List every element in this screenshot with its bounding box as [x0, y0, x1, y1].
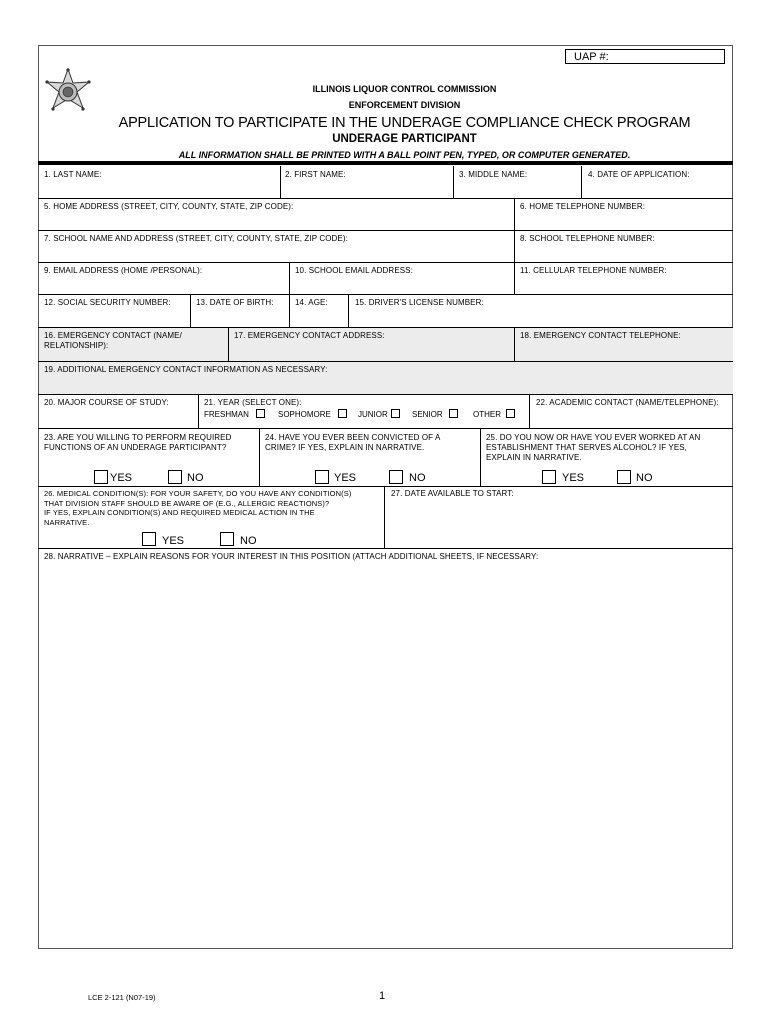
year-option-freshman: FRESHMAN: [204, 410, 249, 419]
other-checkbox[interactable]: [506, 409, 515, 418]
drivers-license-label: 15. DRIVER'S LICENSE NUMBER:: [355, 298, 484, 307]
col-divider: [259, 428, 260, 486]
worked-alcohol-label: 25. DO YOU NOW OR HAVE YOU EVER WORKED AT AN ESTABLISHMENT THAT SERVES ALCOHOL? IF YES, EXPLAIN IN NARRATIVE.: [486, 433, 701, 462]
col-divider: [280, 166, 281, 198]
col-divider: [529, 394, 530, 428]
col-divider: [289, 262, 290, 294]
junior-checkbox[interactable]: [391, 409, 400, 418]
additional-emergency-label: 19. ADDITIONAL EMERGENCY CONTACT INFORMATION AS NECESSARY:: [44, 365, 328, 374]
home-address-label: 5. HOME ADDRESS (STREET, CITY, COUNTY, STATE, ZIP CODE):: [44, 202, 294, 211]
col-divider: [514, 327, 515, 361]
q23-yes-label: YES: [110, 472, 133, 484]
col-divider: [198, 394, 199, 428]
major-course-label: 20. MAJOR COURSE OF STUDY:: [44, 398, 169, 407]
q24-no-label: NO: [409, 472, 426, 484]
row-divider: [38, 428, 733, 429]
col-divider: [190, 294, 191, 327]
row-divider: [38, 548, 733, 549]
narrative-textarea[interactable]: [40, 564, 730, 946]
last-name-label: 1. LAST NAME:: [44, 170, 102, 179]
year-option-other: OTHER: [473, 410, 501, 419]
date-available-label: 27. DATE AVAILABLE TO START:: [391, 489, 514, 498]
q24-yes-label: YES: [334, 472, 357, 484]
year-option-sophomore: SOPHOMORE: [278, 410, 331, 419]
emergency-telephone-label: 18. EMERGENCY CONTACT TELEPHONE:: [520, 331, 681, 340]
row-divider: [38, 327, 733, 328]
middle-name-label: 3. MIDDLE NAME:: [459, 170, 528, 179]
emergency-contact-label: 16. EMERGENCY CONTACT (NAME/ RELATIONSHIP):: [44, 331, 182, 350]
email-address-label: 9. EMAIL ADDRESS (HOME /PERSONAL):: [44, 266, 203, 275]
school-telephone-label: 8. SCHOOL TELEPHONE NUMBER:: [520, 234, 655, 243]
col-divider: [514, 198, 515, 294]
row-divider: [38, 486, 733, 487]
instruction-text: ALL INFORMATION SHALL BE PRINTED WITH A BALL POINT PEN, TYPED, OR COMPUTER GENERATED.: [178, 150, 631, 160]
cellular-telephone-label: 11. CELLULAR TELEPHONE NUMBER:: [520, 266, 667, 275]
q25-no-checkbox[interactable]: [617, 470, 631, 484]
q24-yes-checkbox[interactable]: [315, 470, 329, 484]
senior-checkbox[interactable]: [449, 409, 458, 418]
school-address-label: 7. SCHOOL NAME AND ADDRESS (STREET, CITY, COUNTY, STATE, ZIP CODE):: [44, 234, 348, 243]
year-option-junior: JUNIOR: [358, 410, 388, 419]
col-divider: [480, 428, 481, 486]
year-option-senior: SENIOR: [412, 410, 443, 419]
col-divider: [289, 294, 290, 327]
row-divider: [38, 361, 733, 362]
first-name-label: 2. FIRST NAME:: [285, 170, 346, 179]
q25-yes-checkbox[interactable]: [542, 470, 556, 484]
form-number: LCE 2-121 (N07-19): [88, 993, 156, 1002]
emergency-address-label: 17. EMERGENCY CONTACT ADDRESS:: [234, 331, 385, 340]
q26-no-checkbox[interactable]: [220, 532, 234, 546]
convicted-crime-label: 24. HAVE YOU EVER BEEN CONVICTED OF A CRIME? IF YES, EXPLAIN IN NARRATIVE.: [265, 433, 441, 452]
q26-no-label: NO: [240, 535, 257, 547]
col-divider: [384, 486, 385, 548]
ssn-label: 12. SOCIAL SECURITY NUMBER:: [44, 298, 171, 307]
q26-yes-checkbox[interactable]: [142, 532, 156, 546]
school-email-label: 10. SCHOOL EMAIL ADDRESS:: [295, 266, 413, 275]
q23-yes-checkbox[interactable]: [94, 470, 108, 484]
date-of-application-label: 4. DATE OF APPLICATION:: [588, 170, 690, 179]
sophomore-checkbox[interactable]: [338, 409, 347, 418]
q25-yes-label: YES: [562, 472, 585, 484]
medical-conditions-label: 26. MEDICAL CONDITION(S): FOR YOUR SAFETY, DO YOU HAVE ANY CONDITION(S) THAT DIVISION STAFF SHOULD BE AWARE OF (E.G., ALLERGIC REACTIONS)? IF YES, EXPLAIN CONDITION(S) AND REQUIRED MEDICAL ACTION IN THE NARRATIVE.: [44, 489, 352, 527]
year-label: 21. YEAR (SELECT ONE):: [204, 398, 302, 407]
uap-number-field[interactable]: UAP #:: [565, 49, 725, 64]
col-divider: [581, 166, 582, 198]
q25-no-label: NO: [636, 472, 653, 484]
col-divider: [453, 166, 454, 198]
agency-name: ILLINOIS LIQUOR CONTROL COMMISSION: [312, 84, 497, 94]
date-of-birth-label: 13. DATE OF BIRTH:: [196, 298, 274, 307]
freshman-checkbox[interactable]: [256, 409, 265, 418]
row-divider: [38, 262, 733, 263]
row-divider: [38, 230, 733, 231]
willing-to-perform-label: 23. ARE YOU WILLING TO PERFORM REQUIRED FUNCTIONS OF AN UNDERAGE PARTICIPANT?: [44, 433, 232, 452]
age-label: 14. AGE:: [295, 298, 328, 307]
narrative-label: 28. NARRATIVE – EXPLAIN REASONS FOR YOUR INTEREST IN THIS POSITION (ATTACH ADDITIONAL SHEETS, IF NECESSARY:: [44, 552, 539, 561]
col-divider: [228, 327, 229, 361]
row-divider: [38, 198, 733, 199]
header-divider: [38, 161, 733, 165]
page-number: 1: [379, 990, 386, 1002]
col-divider: [348, 294, 349, 327]
home-telephone-label: 6. HOME TELEPHONE NUMBER:: [520, 202, 646, 211]
division-name: ENFORCEMENT DIVISION: [348, 100, 461, 110]
q23-no-label: NO: [187, 472, 204, 484]
row-divider: [38, 294, 733, 295]
q24-no-checkbox[interactable]: [389, 470, 403, 484]
form-title: APPLICATION TO PARTICIPATE IN THE UNDERAGE COMPLIANCE CHECK PROGRAM: [118, 115, 691, 131]
q23-no-checkbox[interactable]: [168, 470, 182, 484]
form-subtitle: UNDERAGE PARTICIPANT: [332, 133, 477, 145]
academic-contact-label: 22. ACADEMIC CONTACT (NAME/TELEPHONE):: [536, 398, 719, 407]
row-divider: [38, 394, 733, 395]
q26-yes-label: YES: [162, 535, 185, 547]
